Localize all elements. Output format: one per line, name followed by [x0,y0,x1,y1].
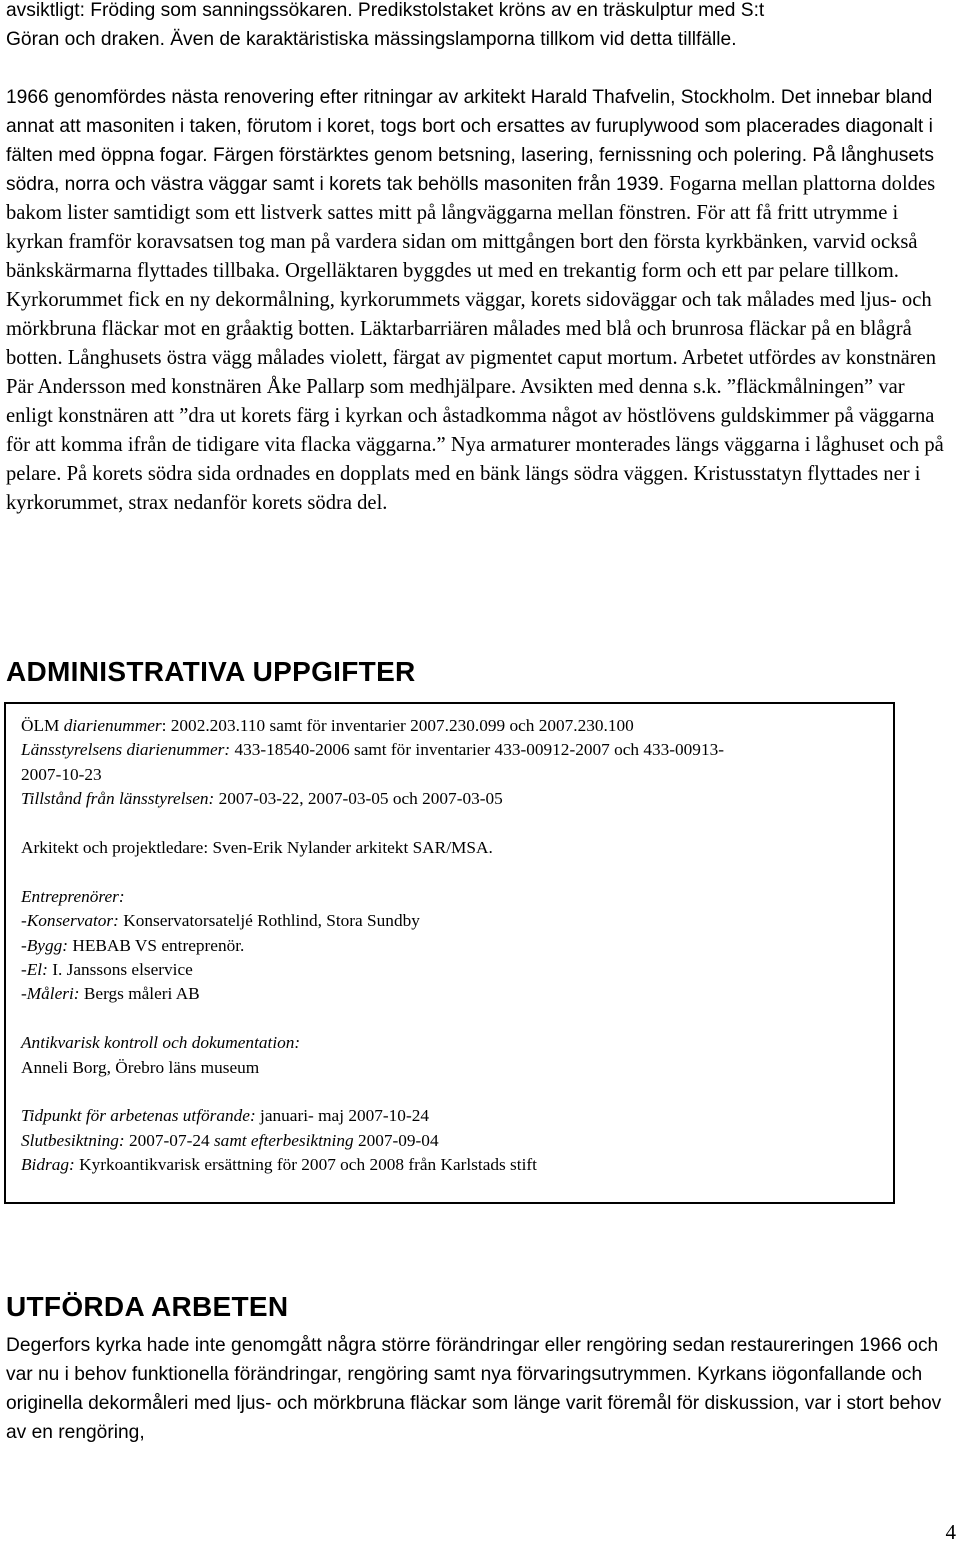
el-label: -El: [21,960,48,980]
slutbesiktning-value: 2007-07-24 [124,1130,214,1150]
olm-prefix: ÖLM [21,716,64,735]
bygg-label: -Bygg: [21,935,69,955]
tillstand-label: Tillstånd från länsstyrelsen: [21,789,215,809]
slutbesiktning-line [21,1129,893,1153]
lansstyrelsen-line [21,738,893,762]
text-rest: Fogarna mellan plattorna doldes bakom lister samtidigt som ett listverk sattes mitt på långväggarna mellan fönstren. För att få fritt utrymme i kyrkan framför koravsatsen tog man på vardera sidan om mittgången bort den första kyrkbänken, varvid också bänkskärmarna flyttades tillbaka. Orgelläktaren byggdes ut med en trekantig form och ett par pelare tillkom. Kyrkorummet fick en ny dekormålning, kyrkorummets väggar, korets sidoväggar och tak målades med ljus- och mörkbruna fläckar mot en gråaktig botten. Läktarbarriären målades med blå och brunrosa fläckar på en blågrå botten. Långhusets östra vägg målades violett, färgat av pigmentet caput mortum. Arbetet utfördes av konstnären Pär Andersson med konstnären Åke Pallarp som medhjälpare. Avsikten med denna s.k. ”fläckmålningen” var enligt konstnären att ”dra ut korets färg i kyrkan och åstadkomma något av höstlövens guldskimmer på väggarna för att komma ifrån de tidigare vita flacka väggarna.” Nya armaturer monterades längs väggarna i låghuset och på pelare. På korets södra sida ordnades en dopplats med en bänk längs södra väggen. Kristusstatyn flyttades ner i kyrkorummet, strax nedanför korets södra del. [6,173,944,514]
paragraph-renovering-1966 [6,83,954,518]
lansstyrelsen-line-2: 2007-10-23 [21,764,102,784]
lansstyrelsen-label: Länsstyrelsens diarienummer: [21,740,231,760]
arkitekt-line: Arkitekt och projektledare: Sven-Erik Nylander arkitekt SAR/MSA. [21,838,493,858]
paragraph-utforda: Degerfors kyrka hade inte genomgått några större förändringar eller rengöring sedan restaureringen 1966 och var nu i behov funktionella förändringar, rengöring samt nya förvaringsutrymmen. Kyrkans iögonfallande och originella dekormåleri med ljus- och mörkbruna fläckar som länge varit föremål för diskussion, var i stort behov av en rengöring, [6,1335,942,1443]
tidpunkt-label: Tidpunkt för arbetenas utförande: [21,1106,256,1126]
tidpunkt-line [21,1104,893,1128]
slutbesiktning-label: Slutbesiktning: [21,1130,125,1150]
text-masonite: Det innebar bland annat att masoniten i taken, förutom i koret, togs bort och ersattes av furuplywood som placerades diagonalt i fälten med öppna fogar. Färgen förstärktes genom betsning, lasering, fernissning och polering. På långhusets södra, norra och västra väggar samt i korets tak behölls masoniten från 1939. [6,87,934,195]
tillstand-line [21,787,893,811]
olm-value: : 2002.203.110 samt för inventarier 2007.230.099 och 2007.230.100 [161,716,634,735]
olm-label: diarienummer [63,716,162,735]
bidrag-label: Bidrag: [21,1155,75,1175]
maleri-label: -Måleri: [21,984,80,1004]
tillstand-value: 2007-03-22, 2007-03-05 och 2007-03-05 [214,789,503,809]
konservator-label: -Konservator: [21,911,119,931]
text-line: avsiktligt: Fröding som sanningssökaren. Predikstolstaket kröns av en träskulptur med S:t [6,0,765,21]
tidpunkt-value: januari- maj 2007-10-24 [255,1106,429,1126]
antikvarisk-value: Anneli Borg, Örebro läns museum [21,1057,260,1077]
el-line [21,958,893,982]
olm-line [21,714,893,738]
maleri-line [21,982,893,1006]
lansstyrelsen-value: 433-18540-2006 samt för inventarier 433-00912-2007 och 433-00913- [230,740,724,760]
el-value: I. Janssons elservice [47,960,193,980]
konservator-value: Konservatorsateljé Rothlind, Stora Sundby [118,911,420,931]
bygg-value: HEBAB VS entreprenör. [68,935,245,955]
antikvarisk-label: Antikvarisk kontroll och dokumentation: [21,1033,301,1053]
efterbesiktning-label: samt efterbesiktning [213,1130,354,1150]
konservator-line [21,909,893,933]
text-line: Göran och draken. Även de karaktäristiska mässingslamporna tillkom vid detta tillfälle. [6,29,737,50]
efterbesiktning-value: 2007-09-04 [353,1130,439,1150]
maleri-value: Bergs måleri AB [79,984,200,1004]
page-number: 4 [945,1520,956,1544]
bygg-line [21,934,893,958]
bidrag-line [21,1153,893,1177]
heading-administrativa-uppgifter: ADMINISTRATIVA UPPGIFTER [6,656,416,687]
entreprenorer-label: Entreprenörer: [21,886,125,906]
utforda-text [6,1331,954,1447]
admin-info-box [4,702,895,1204]
text-lead: 1966 genomfördes nästa renovering efter ritningar av arkitekt Harald Thafvelin, Stockholm. [6,87,776,108]
heading-utforda-arbeten: UTFÖRDA ARBETEN [6,1291,289,1322]
paragraph-froding [6,0,954,54]
bidrag-value: Kyrkoantikvarisk ersättning för 2007 och 2008 från Karlstads stift [74,1155,537,1175]
intro-text [6,0,954,518]
